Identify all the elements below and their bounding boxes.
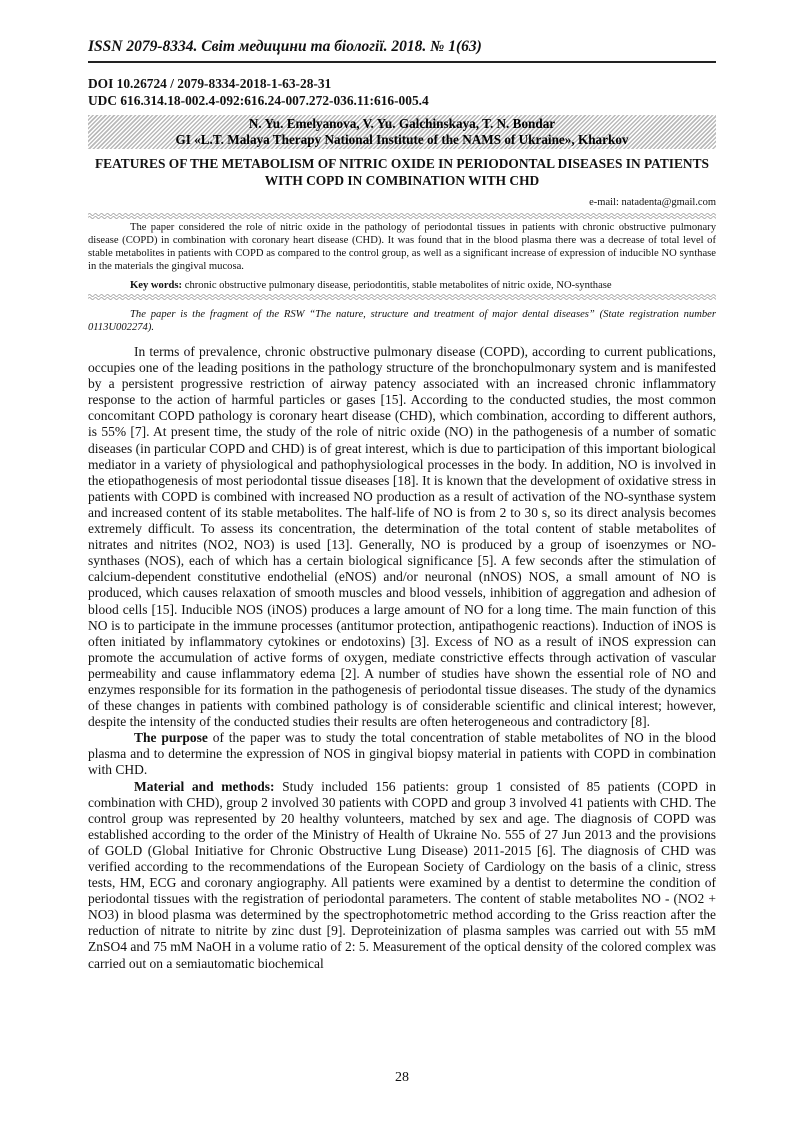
rsw-note: The paper is the fragment of the RSW “The nature, structure and treatment of major dental diseases” (State registration number 0113U002274). [88, 309, 716, 333]
authors: N. Yu. Emelyanova, V. Yu. Galchinskaya, T. N. Bondar [248, 116, 556, 131]
wave-divider-bottom [88, 293, 716, 301]
intro-paragraph: In terms of prevalence, chronic obstructive pulmonary disease (COPD), according to current publications, occupies one of the leading positions in the pathology structure of the bronchopulmonary system and is manifested by a persistent progressive restriction of airway patency associated with an increased chronic inflammatory response to the action of harmful particles or gases [15]. According to the conducted studies, the most common concomitant COPD pathology is coronary heart disease (CHD), which combination, according to different authors, is 55% [7]. At present time, the study of the role of nitric oxide (NO) in the pathogenesis of a number of somatic diseases (in particular COPD and CHD) is of great interest, which is due to participation of this important biological mediator in a variety of physiological and pathophysiological processes in the body. In addition, NO is involved in the etiopathogenesis of most periodontal tissue diseases [18]. It is known that the development of oxidative stress in patients with COPD is combined with increased NO production as a result of activation of the NO-synthase system and increased content of its stable metabolites. The half-life of NO is from 2 to 30 s, so its direct analysis becomes extremely difficult. To assess its concentration, the determination of the total content of stable metabolites of nitrates and nitrites (NO2, NO3) is used [13]. Generally, NO is produced by a group of isoenzymes or NO-synthases (NOS), each of which has a certain biological significance [5]. A few seconds after the stimulation of calcium-dependent constitutive endothelial (eNOS) and/or neuronal (nNOS) NOS, a small amount of NO is produced, which causes relaxation of smooth muscles and blood vessels, inhibition of aggregation and adhesion of blood cells [15]. Inducible NOS (iNOS) produces a large amount of NO for a long time. The main function of this NO is to participate in the immune processes (antitumor protection, antipathogenic reactions). Induction of iNOS is often initiated by inflammatory cytokines or endotoxins) [3]. Excess of NO as a result of iNOS expression can promote the accumulation of active forms of oxygen, mediate constrictive effects through activation of vascular permeability and cause inflammatory edema [2]. A number of studies have shown the essential role of NO and enzymes responsible for its formation in the pathogenesis of periodontal tissue diseases. The study of the dynamics of these changes in patients with combined pathology is of considerable scientific and clinical interest; however, despite the intensity of the conducted studies their results are often heterogeneous and contradictory [8]. [88, 344, 716, 730]
journal-header: ISSN 2079-8334. Світ медицини та біології. 2018. № 1(63) [88, 38, 482, 55]
keywords [88, 280, 716, 293]
author-band [88, 115, 716, 149]
abstract: The paper considered the role of nitric oxide in the pathology of periodontal tissues in patients with chronic obstructive pulmonary disease (COPD) in combination with coronary heart disease (CHD). It was found that in the blood plasma there was a decrease of total level of stable metabolites in patients with COPD as compared to the control group, as well as a significant increase of expression of inducible NO synthase in the materials the gingival mucosa. [88, 222, 716, 272]
methods-text: Study included 156 patients: group 1 consisted of 85 patients (COPD in combination with CHD), group 2 involved 30 patients with COPD and group 3 involved 41 patients with CHD. The control group was represented by 20 healthy volunteers, matched by sex and age. The diagnosis of COPD was established according to the order of the Ministry of Health of Ukraine No. 555 of 27 Jun 2013 and the provisions of GOLD (Global Initiative for Chronic Obstructive Lung Disease) 2011-2015 [6]. The diagnosis of CHD was verified according to the recommendations of the European Society of Cardiology on the basis of a clinic, stress tests, HM, ECG and coronary angiography. All patients were examined by a dentist to determine the condition of periodontal tissues with the registration of periodontal parameters. The content of stable metabolites NO - (NO2 + NO3) in blood plasma was determined by the spectrophotometric method according to the Griss reaction after the reduction of nitrate to nitrite by zinc dust [9]. Deproteinization of plasma samples was carried out with 55 mM ZnSO4 and 75 mM NaOH in a volume ratio of 2: 5. Measurement of the optical density of the colored complex was carried out on a semiautomatic biochemical [88, 778, 716, 971]
affiliation: GI «L.T. Malaya Therapy National Institute of the NAMS of Ukraine», Kharkov [175, 132, 629, 147]
doi-line: DOI 10.26724 / 2079-8334-2018-1-63-28-31 [88, 76, 332, 91]
methods-paragraph [88, 779, 716, 972]
article-title: FEATURES OF THE METABOLISM OF NITRIC OXIDE IN PERIODONTAL DISEASES IN PATIENTS WITH COPD IN COMBINATION WITH CHD [95, 156, 709, 188]
article-body [88, 344, 716, 972]
udc-line: UDC 616.314.18-002.4-092:616.24-007.272-036.11:616-005.4 [88, 93, 429, 108]
purpose-paragraph [88, 730, 716, 778]
page-number: 28 [395, 1070, 409, 1085]
methods-label: Material and methods: [134, 778, 275, 794]
keywords-label: Key words: [130, 280, 183, 291]
purpose-label: The purpose [134, 730, 208, 746]
author-email: e-mail: natadenta@gmail.com [589, 197, 716, 208]
wave-divider-top [88, 212, 716, 220]
purpose-text: of the paper was to study the total concentration of stable metabolites of NO in the blood plasma and to determine the expression of NOS in gingival biopsy material in patients with COPD in combination with CHD. [88, 730, 716, 778]
header-rule [88, 61, 716, 63]
identifiers [88, 75, 716, 109]
keywords-text: chronic obstructive pulmonary disease, periodontitis, stable metabolites of nitric oxide, NO-synthase [184, 280, 612, 291]
